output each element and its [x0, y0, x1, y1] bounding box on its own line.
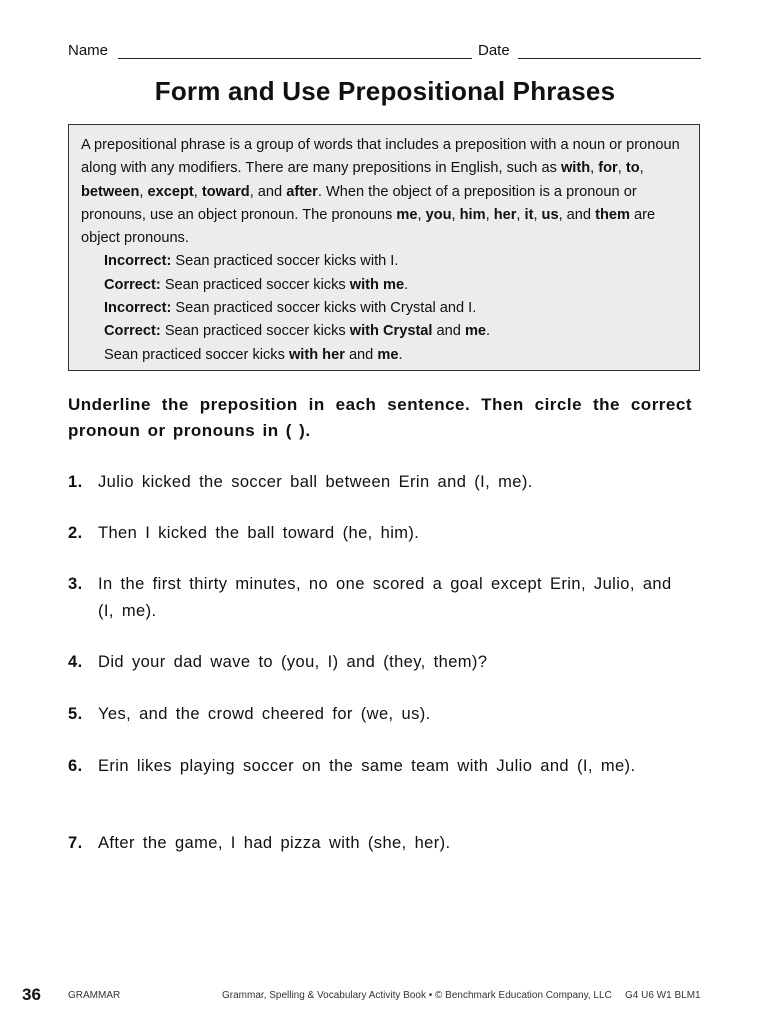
- text-run: ,: [417, 206, 426, 223]
- text-run: ,: [639, 160, 644, 177]
- example-sentence: [81, 344, 687, 367]
- info-box: [68, 124, 700, 371]
- question-text[interactable]: Yes, and the crowd cheered for (we, us).: [98, 705, 431, 723]
- bold-text-run: her: [493, 206, 517, 223]
- text-run: .: [398, 346, 403, 363]
- date-field[interactable]: [518, 58, 701, 59]
- question-text[interactable]: Erin likes playing soccer on the same team with Julio and (I, me).: [98, 757, 636, 775]
- question-number: 4.: [68, 653, 83, 671]
- bold-text-run: Incorrect:: [104, 300, 172, 317]
- text-run: Sean practiced soccer kicks: [104, 346, 289, 363]
- bold-text-run: between: [81, 183, 140, 200]
- question-number: 2.: [68, 524, 83, 542]
- bold-text-run: me: [377, 346, 399, 363]
- text-run: and: [344, 346, 378, 363]
- question-item: [68, 830, 692, 857]
- question-item: [68, 701, 692, 728]
- bold-text-run: it: [524, 206, 534, 223]
- name-field[interactable]: [118, 58, 472, 59]
- name-date-header: [68, 42, 702, 64]
- question-number: 7.: [68, 834, 83, 852]
- question-item: [68, 649, 692, 676]
- bold-text-run: Correct:: [104, 323, 161, 340]
- bold-text-run: us: [541, 206, 559, 223]
- bold-text-run: you: [425, 206, 452, 223]
- text-run: . When the object of a preposition is a pronoun or pronouns, use an object pronoun. The pronouns: [81, 183, 637, 223]
- info-box-examples: [81, 250, 687, 366]
- page-title: Form and Use Prepositional Phrases: [154, 76, 616, 106]
- example-sentence: [81, 297, 687, 320]
- text-run: and: [432, 323, 465, 340]
- text-run: ,: [485, 206, 494, 223]
- bold-text-run: for: [598, 160, 618, 177]
- question-number: 1.: [68, 473, 83, 491]
- bold-text-run: me: [464, 323, 487, 340]
- example-sentence: [81, 250, 687, 273]
- question-item: [68, 520, 692, 547]
- bold-text-run: toward: [201, 183, 250, 200]
- text-run: ,: [533, 206, 542, 223]
- text-run: ,: [139, 183, 148, 200]
- instructions: Underline the preposition in each sentence. Then circle the correct pronoun or pronouns in ( ).: [68, 395, 692, 440]
- bold-text-run: with: [560, 160, 591, 177]
- question-text[interactable]: Julio kicked the soccer ball between Erin and (I, me).: [98, 473, 533, 491]
- question-number: 6.: [68, 757, 83, 775]
- text-run: Sean practiced soccer kicks: [160, 276, 350, 293]
- text-run: Sean practiced soccer kicks with Crystal and I.: [171, 300, 477, 317]
- text-run: ,: [617, 160, 626, 177]
- bold-text-run: with her: [288, 346, 345, 363]
- bold-text-run: to: [625, 160, 640, 177]
- bold-text-run: me: [396, 206, 418, 223]
- bold-text-run: Correct:: [104, 276, 161, 293]
- text-run: are object pronouns.: [81, 206, 656, 247]
- question-text[interactable]: Then I kicked the ball toward (he, him).: [98, 524, 420, 542]
- lesson-code: G4 U6 W1 BLM1: [625, 990, 701, 1001]
- text-run: ,: [590, 160, 599, 177]
- text-run: , and: [558, 206, 596, 223]
- text-run: Sean practiced soccer kicks: [160, 323, 350, 340]
- bold-text-run: except: [147, 183, 194, 200]
- question-text[interactable]: After the game, I had pizza with (she, her).: [98, 834, 451, 852]
- text-run: .: [486, 323, 491, 340]
- text-run: ,: [516, 206, 525, 223]
- question-number: 3.: [68, 575, 83, 593]
- question-text[interactable]: In the first thirty minutes, no one scored a goal except Erin, Julio, and (I, me).: [98, 575, 672, 620]
- page-footer: [0, 984, 770, 1008]
- section-label: GRAMMAR: [68, 990, 121, 1001]
- bold-text-run: with Crystal: [349, 323, 433, 340]
- example-sentence: [81, 320, 687, 343]
- bold-text-run: after: [286, 183, 318, 200]
- example-sentence: [81, 274, 687, 297]
- bold-text-run: with me: [349, 276, 405, 293]
- text-run: ,: [193, 183, 202, 200]
- copyright-text: Grammar, Spelling & Vocabulary Activity Book • © Benchmark Education Company, LLC: [222, 990, 612, 1001]
- text-run: , and: [249, 183, 287, 200]
- bold-text-run: them: [595, 206, 630, 223]
- question-item: [68, 753, 692, 780]
- date-label: Date: [478, 42, 510, 59]
- page-number: 36: [22, 985, 41, 1004]
- text-run: A prepositional phrase is a group of words that includes a preposition with a noun or pronoun along with any modifiers. There are many prepositions in English, such as: [81, 137, 680, 177]
- question-item: [68, 469, 692, 496]
- info-box-intro: [81, 134, 687, 250]
- text-run: ,: [451, 206, 460, 223]
- name-label: Name: [68, 42, 109, 59]
- question-item: [68, 571, 692, 625]
- text-run: Sean practiced soccer kicks with I.: [171, 253, 399, 270]
- question-text[interactable]: Did your dad wave to (you, I) and (they, them)?: [98, 653, 488, 671]
- bold-text-run: him: [459, 206, 486, 223]
- text-run: .: [404, 276, 409, 293]
- bold-text-run: Incorrect:: [104, 253, 172, 270]
- question-number: 5.: [68, 705, 83, 723]
